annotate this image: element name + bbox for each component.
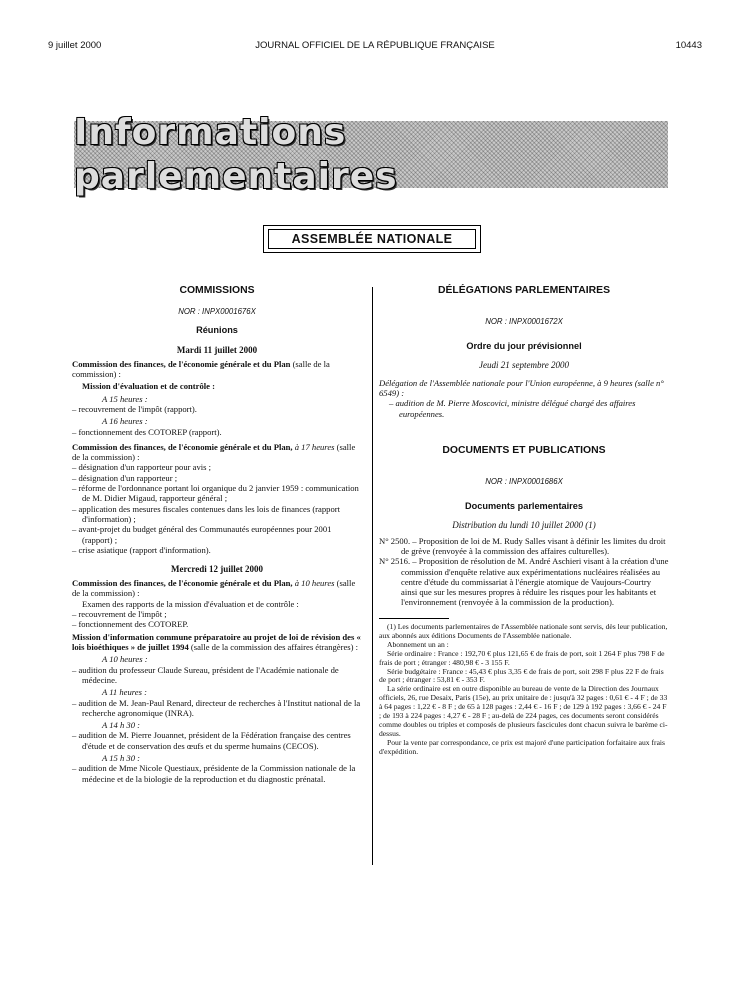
section-title: COMMISSIONS [179, 285, 255, 296]
agenda-item: – audition de Mme Nicole Questiaux, présidente de la Commission nationale de la médecine et de la biologie de la reproduction et du diagnostic prénatal. [72, 763, 356, 784]
agenda-item: – application des mesures fiscales contenues dans les lois de finances (rapport d'information) ; [72, 503, 340, 525]
meeting-block [72, 632, 362, 653]
meeting-block [72, 578, 362, 599]
time-label: A 10 heures : [102, 654, 148, 665]
right-column [379, 285, 669, 757]
time-label: A 11 heures : [102, 687, 147, 698]
footnote-text: La série ordinaire est en outre disponible au bureau de vente de la Direction des Journaux officiels, 26, rue Desaix, Paris (15e), au prix unitaire de : jusqu'à 32 pages : 0,61 € - 4 F ; de 33 à 64 pages : 1,22 € - 8 F ; de 65 à 128 pages : 2,44 € - 16 F ; de 129 à 192 pages : 3,66 € - 24 F ; de 193 à 224 pages : 4,27 € - 28 F ; au-delà de 224 pages, ces documents seront considérés comme doubles ou triples et composés de plusieurs fascicules dont chacun suivra le barème ci-dessus. [379, 684, 668, 739]
meeting-time: à 17 heures [292, 441, 335, 452]
meeting-block [72, 442, 362, 463]
section-title: DÉLÉGATIONS PARLEMENTAIRES [437, 285, 611, 296]
body-name: Commission des finances, de l'économie générale et du Plan, [72, 441, 293, 452]
meeting-date: Mardi 11 juillet 2000 [176, 344, 258, 355]
agenda-item: – recouvrement de l'impôt (rapport). [72, 403, 197, 414]
body-name: Commission des finances, de l'économie générale et du Plan [72, 358, 291, 369]
banner-title: Informations parlementaires [74, 112, 398, 197]
footnote [379, 623, 669, 757]
column-divider [372, 287, 373, 865]
journal-title: JOURNAL OFFICIEL DE LA RÉPUBLIQUE FRANÇAISE [255, 40, 495, 51]
footnote-rule [379, 618, 449, 619]
subsection-title: Documents parlementaires [465, 500, 583, 511]
assembly-title: ASSEMBLÉE NATIONALE [268, 229, 476, 249]
footnote-text: Pour la vente par correspondance, ce prix est majoré d'une participation forfaitaire aux frais d'expédition. [379, 738, 665, 757]
body-name: Mission d'information commune préparatoire au projet de loi de révision des « lois bioéthiques » de juillet 1994 [72, 631, 361, 652]
agenda-item: – désignation d'un rapporteur ; [72, 472, 178, 483]
agenda-item: – audition du professeur Claude Sureau, président de l'Académie nationale de médecine. [72, 664, 339, 685]
left-column [72, 285, 362, 784]
assembly-box [263, 225, 481, 253]
nor-reference: NOR : INPX0001672X [485, 317, 563, 327]
distribution-date: Distribution du lundi 10 juillet 2000 (1) [452, 519, 596, 530]
agenda-item: – désignation d'un rapporteur pour avis ; [72, 462, 212, 473]
agenda-item: – fonctionnement des COTOREP (rapport). [72, 426, 222, 437]
section-banner [74, 112, 668, 197]
exam-line: Examen des rapports de la mission d'évaluation et de contrôle : [82, 598, 299, 609]
agenda-item: – audition de M. Jean-Paul Renard, directeur de recherches à l'Institut national de la recherche agronomique (INRA). [72, 697, 361, 718]
footnote-text: Série budgétaire : France : 45,43 € plus 3,35 € de frais de port, soit 298 F plus 22 F de frais de port ; étranger : 53,81 € - 353 F. [379, 666, 664, 685]
agenda-item: – avant-projet du budget général des Communautés européennes pour 2001 (rapport) ; [72, 524, 332, 545]
subsection-title: Réunions [196, 324, 238, 335]
footnote-text: (1) Les documents parlementaires de l'Assemblée nationale sont servis, dès leur publication, aux abonnés aux éditions Documents de l'Assemblée nationale. [379, 621, 668, 640]
agenda-item: – crise asiatique (rapport d'information). [72, 544, 211, 555]
body-room: (salle de la commission) : [72, 441, 356, 463]
meeting-block [72, 359, 362, 380]
body-room: (salle de la commission) : [72, 358, 330, 379]
time-label: A 16 heures : [102, 416, 148, 427]
subsection-title: Ordre du jour prévisionnel [466, 340, 582, 351]
section-title: DOCUMENTS ET PUBLICATIONS [442, 444, 606, 456]
body-room: (salle de la commission) : [72, 578, 356, 599]
agenda-item: – réforme de l'ordonnance portant loi organique du 2 janvier 1959 : communication de M. Didier Migaud, rapporteur général ; [72, 483, 359, 504]
agenda-item: – audition de M. Pierre Jouannet, président de la Fédération française des centres d'étude et de conservation des œufs et du sperme humains (CECOS). [72, 730, 351, 751]
mission-title: Mission d'évaluation et de contrôle : [82, 381, 215, 392]
document-entry: N° 2500. – Proposition de loi de M. Rudy Salles visant à définir les limites du droit de grève (renvoyée à la commission des affaires culturelles). [379, 535, 666, 556]
meeting-time: à 10 heures [292, 578, 335, 589]
nor-reference: NOR : INPX0001676X [178, 307, 256, 317]
meeting-date: Jeudi 21 septembre 2000 [479, 359, 569, 370]
time-label: A 15 h 30 : [102, 753, 141, 764]
meeting-date: Mercredi 12 juillet 2000 [171, 564, 263, 575]
agenda-item: – recouvrement de l'impôt ; [72, 609, 167, 620]
body-name: Commission des finances, de l'économie générale et du Plan, [72, 578, 293, 589]
time-label: A 14 h 30 : [102, 720, 141, 731]
page-number: 10443 [675, 40, 702, 51]
header-date: 9 juillet 2000 [48, 40, 102, 51]
delegation-block: Délégation de l'Assemblée nationale pour l'Union européenne, à 9 heures (salle n° 6549) : [379, 377, 664, 398]
time-label: A 15 heures : [102, 393, 148, 404]
footnote-text: Série ordinaire : France : 192,70 € plus 121,65 € de frais de port, soit 1 264 F plus 798 F de frais de port ; étranger : 480,98 € - 3 155 F. [379, 648, 665, 667]
body-room: (salle de la commission des affaires étrangères) : [188, 641, 359, 652]
nor-reference: NOR : INPX0001686X [485, 477, 563, 487]
document-entry: N° 2516. – Proposition de résolution de M. André Aschieri visant à la création d'une commission d'enquête relative aux expérimentations nucléaires réalisées au centre d'étude du commissariat à l'énergie atomique de Vaujours-Courtry ainsi que sur les mesures propres à réduire les risques pour les habitants et l'environnement (renvoyée à la commission de la production). [379, 556, 669, 608]
agenda-item: – audition de M. Pierre Moscovici, ministre délégué chargé des affaires européennes. [389, 398, 636, 419]
agenda-item: – fonctionnement des COTOREP. [72, 619, 189, 630]
footnote-text: Abonnement un an : [387, 639, 449, 649]
